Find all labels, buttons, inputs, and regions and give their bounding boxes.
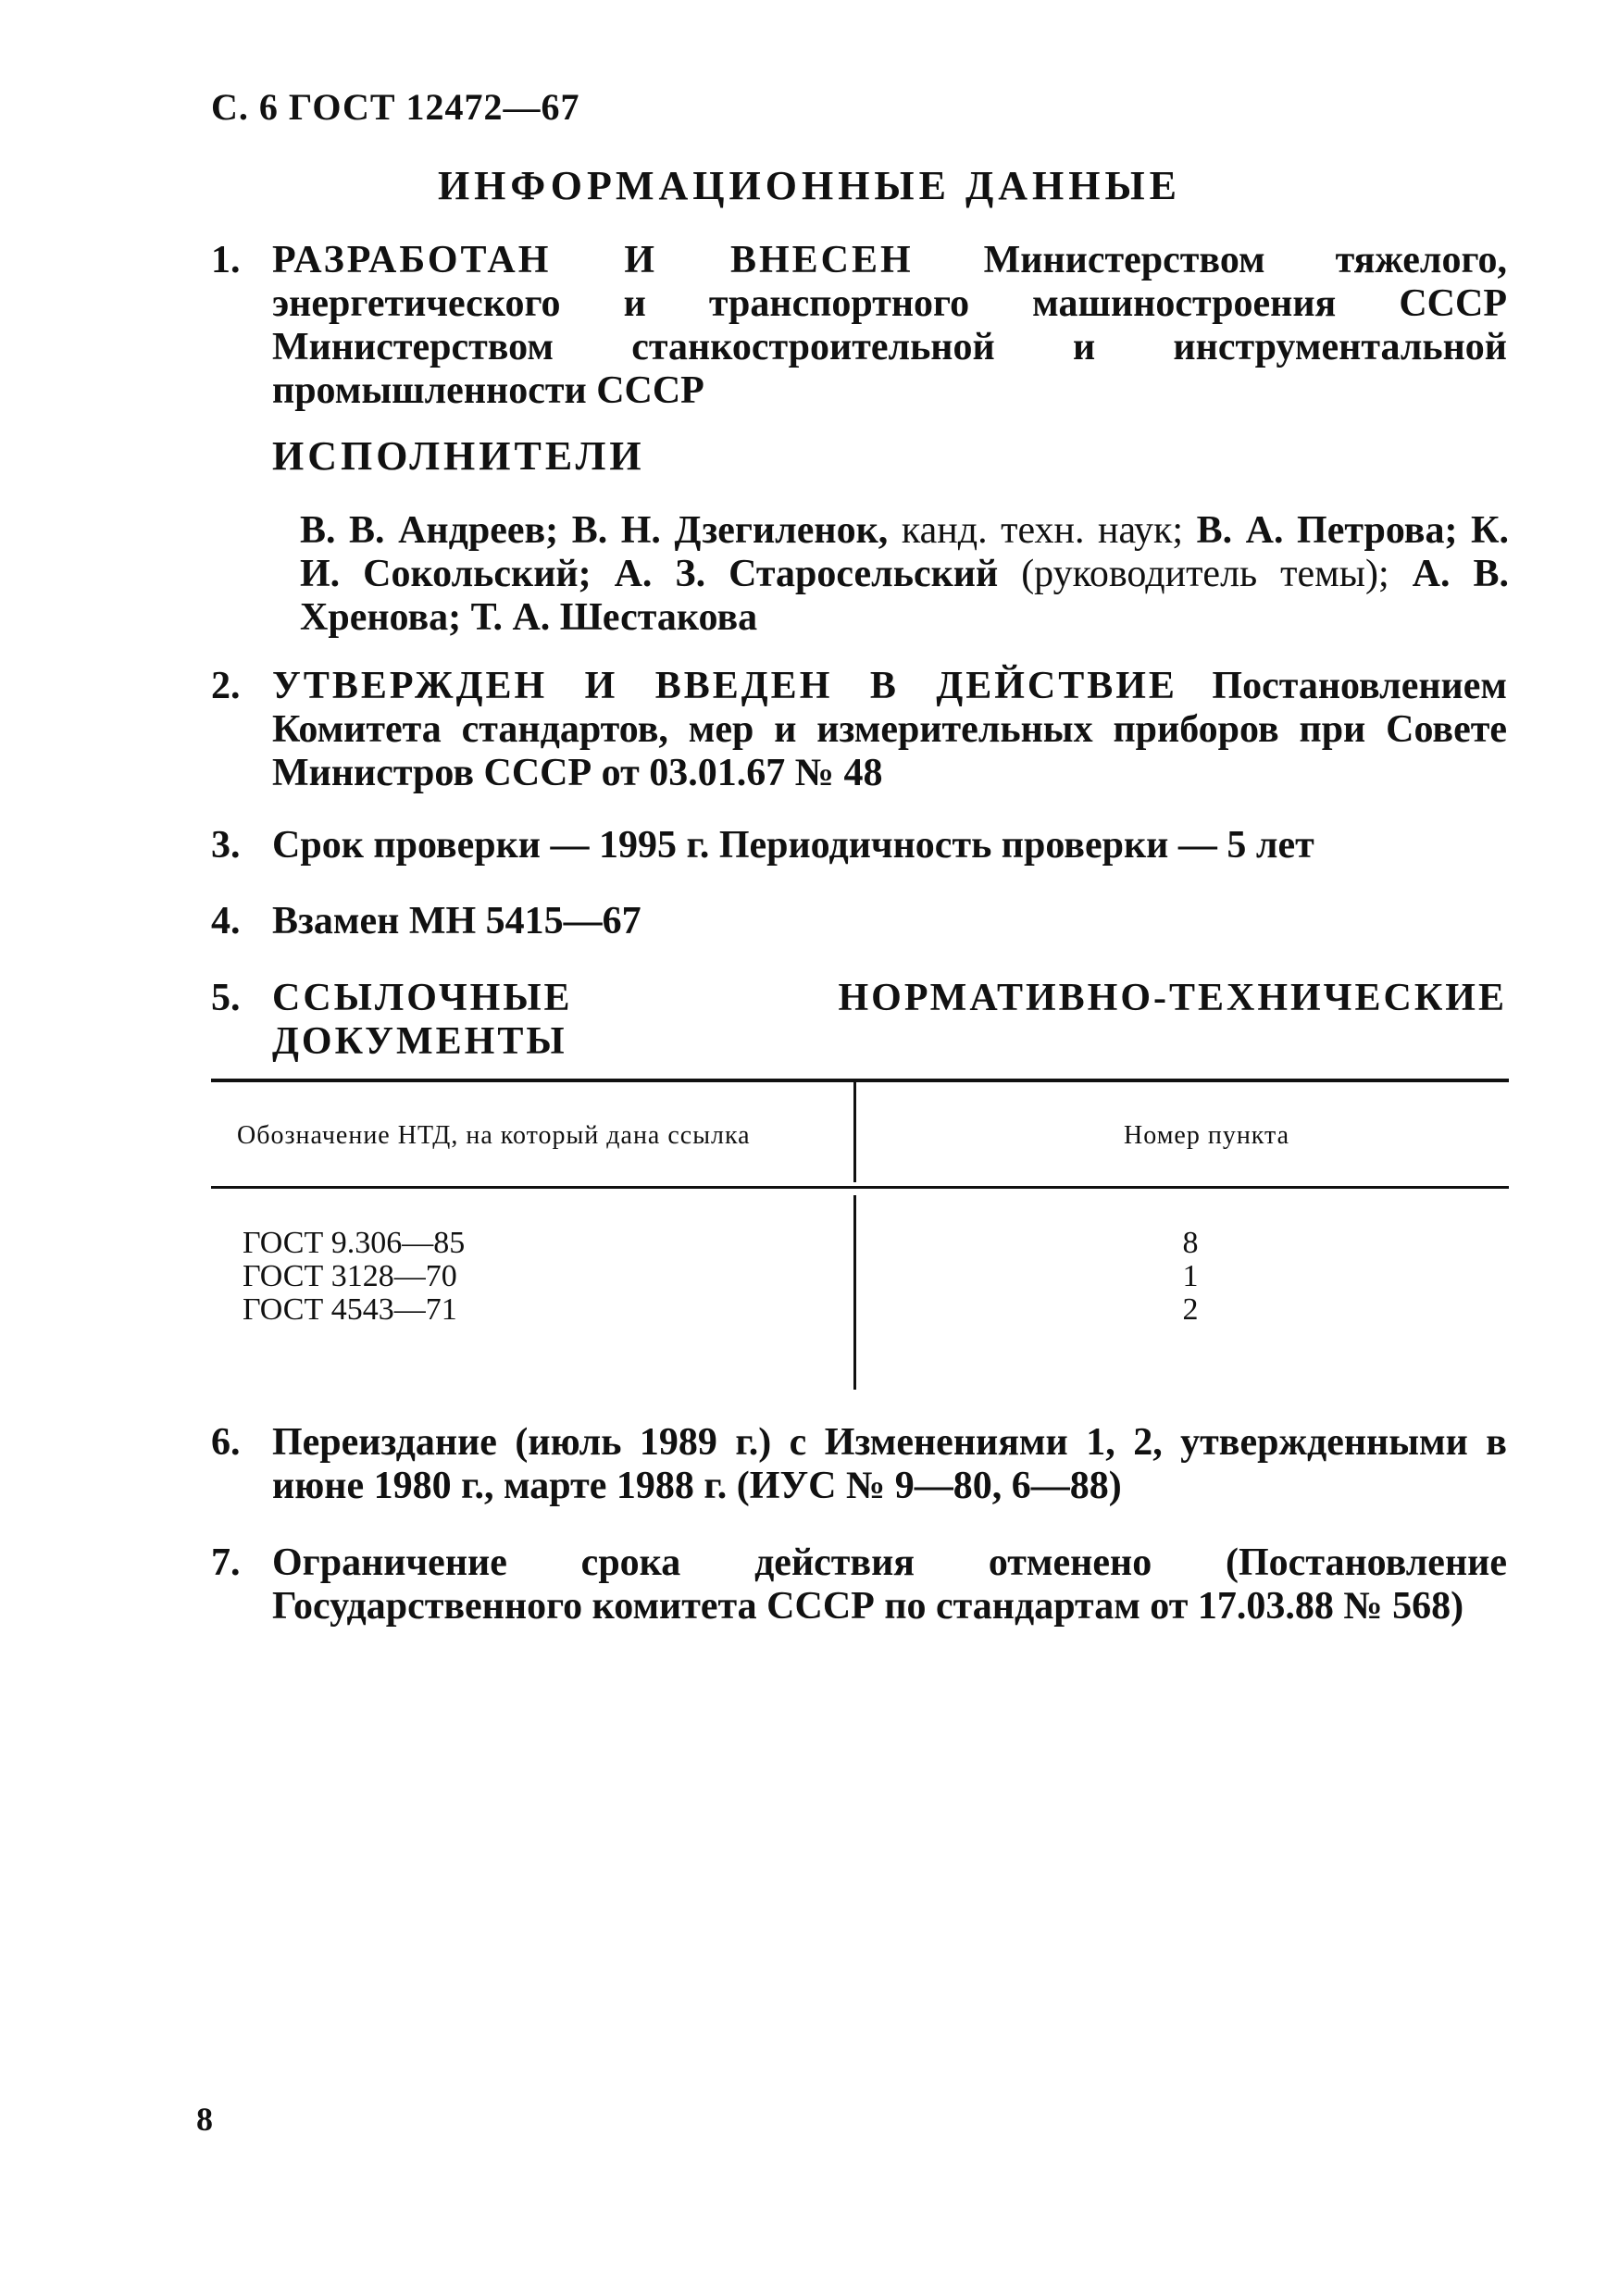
item-number: 7. — [211, 1541, 241, 1584]
table-cell-clause: 1 — [1182, 1259, 1199, 1293]
table-cell-clause: 2 — [1182, 1292, 1199, 1327]
performer-name: В. Н. Дзегиленок, — [571, 509, 889, 552]
table-column-divider — [853, 1195, 856, 1390]
performer-name: В. В. Андреев; — [300, 509, 559, 552]
reference-table — [211, 1079, 1509, 1393]
table-cell-designation: ГОСТ 4543—71 — [243, 1292, 457, 1327]
table-cell-clause: 8 — [1182, 1226, 1199, 1260]
item-number: 1. — [211, 239, 241, 281]
table-cell-designation: ГОСТ 9.306—85 — [243, 1226, 466, 1260]
item-2 — [211, 665, 1507, 795]
item-lead: УТВЕРЖДЕН И ВВЕДЕН В ДЕЙСТВИЕ — [272, 665, 1177, 707]
table-column-divider — [853, 1082, 856, 1182]
item-body — [272, 665, 1507, 795]
table-header-clause: Номер пункта — [1124, 1121, 1290, 1150]
performer-name: В. А. Петрова; — [1196, 509, 1458, 552]
item-number: 3. — [211, 824, 241, 867]
item-body — [272, 239, 1507, 413]
item-number: 4. — [211, 900, 241, 942]
item-4 — [211, 900, 1507, 943]
table-top-rule — [211, 1079, 1509, 1082]
item-5 — [211, 977, 1507, 1064]
performer-name: А. В. Хренова; — [300, 553, 1509, 639]
item-number: 6. — [211, 1421, 241, 1464]
page-folio: 8 — [196, 2101, 213, 2138]
item-1 — [211, 239, 1507, 413]
page-title: ИНФОРМАЦИОННЫЕ ДАННЫЕ — [437, 163, 1182, 208]
item-text: Ограничение срока действия отменено (Постановление Государственного комитета СССР по стандартам от 17.03.88 № 568) — [272, 1541, 1507, 1628]
performer-name: А. З. Старосельский — [614, 553, 999, 595]
item-text: Переиздание (июль 1989 г.) с Изменениями 1, 2, утвержденными в июне 1980 г., марте 1988 г. (ИУС № 9—80, 6—88) — [272, 1421, 1507, 1507]
performer-name: Т. А. Шестакова — [470, 596, 758, 639]
performer-name: К. И. Сокольский; — [300, 509, 1509, 595]
item-number: 5. — [211, 977, 241, 1019]
performers-heading: ИСПОЛНИТЕЛИ — [272, 433, 645, 479]
item-6 — [211, 1421, 1507, 1508]
performer-note: канд. техн. наук; — [901, 509, 1184, 552]
item-lead: РАЗРАБОТАН И ВНЕСЕН — [272, 239, 914, 281]
item-text: Министерством тяжелого, энергетического и транспортного машиностроения СССР Министерством станкостроительной и инструментальной промышленности СССР — [272, 239, 1508, 412]
item-7 — [211, 1541, 1507, 1628]
running-head: С. 6 ГОСТ 12472—67 — [211, 86, 580, 128]
item-text: ССЫЛОЧНЫЕ НОРМАТИВНО-ТЕХНИЧЕСКИЕ ДОКУМЕНТЫ — [272, 977, 1507, 1063]
performer-note: (руководитель темы); — [1021, 553, 1389, 595]
item-text: Взамен МН 5415—67 — [272, 900, 641, 942]
item-number: 2. — [211, 665, 241, 707]
table-header-rule — [211, 1186, 1509, 1189]
item-text: Срок проверки — 1995 г. Периодичность проверки — 5 лет — [272, 824, 1314, 867]
performers-list — [300, 509, 1509, 640]
table-cell-designation: ГОСТ 3128—70 — [243, 1259, 457, 1293]
item-3 — [211, 824, 1507, 867]
table-header-designation: Обозначение НТД, на который дана ссылка — [237, 1121, 751, 1150]
item-text: Постановлением Комитета стандартов, мер и измерительных приборов при Совете Министров СССР от 03.01.67 № 48 — [272, 665, 1507, 794]
